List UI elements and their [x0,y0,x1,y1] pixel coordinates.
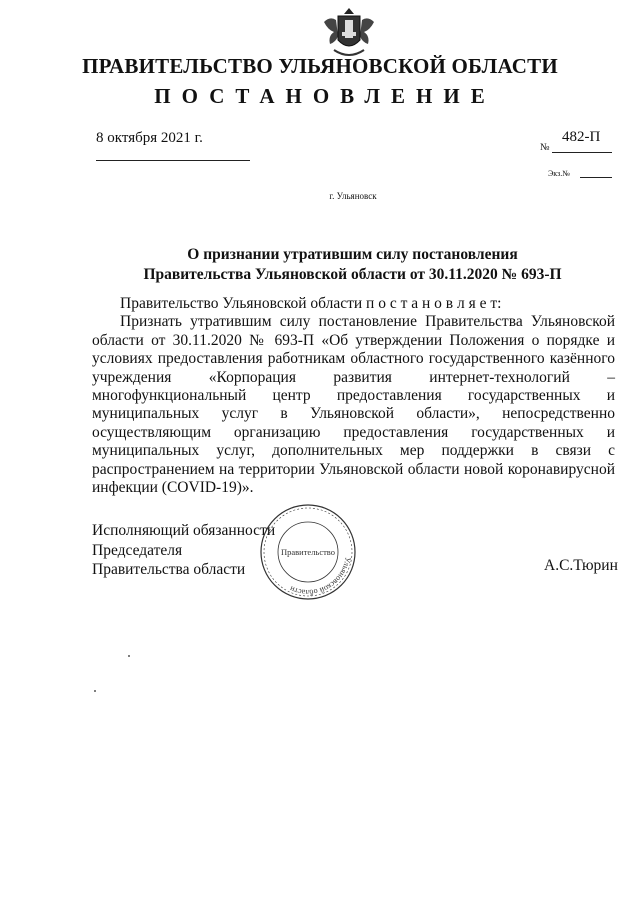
document-subject [90,245,615,285]
document-body [92,295,615,497]
subject-line-1: О признании утратившим силу постановления [187,246,518,263]
copy-number-underline [580,177,612,178]
signature-position-line-1: Исполняющий обязанности [92,522,276,539]
copy-number-label: Экз.№ [548,169,570,178]
signature-position-line-2: Председателя [92,541,183,559]
document-type-title: ПОСТАНОВЛЕНИЕ [154,84,496,108]
scan-speck [94,690,96,692]
scan-speck [128,655,130,657]
document-date: 8 октября 2021 г. [96,130,203,146]
subject-line-2: Правительства Ульяновской области от 30.11.2020 № 693-П [143,266,562,283]
official-stamp-seal [258,502,358,602]
signature-position-line-3: Правительства области [92,561,246,578]
number-underline [552,152,612,153]
signer-name: А.С.Тюрин [544,557,618,574]
body-paragraph: Признать утратившим силу постановление Правительства Ульяновской области от 30.11.2020 № 693-П «Об утверждении Положения о порядке и условиях предоставления работникам областного государственного казённого учреждения «Корпорация развития интернет-технологий – многофункциональный центр предоставления государственных и муниципальных услуг в Ульяновской области», непосредственно осуществляющим организацию предоставления государственных и муниципальных услуг, дополнительных мер поддержки в связи с распространением на территории Ульяновской области новой коронавирусной инфекции (COVID-19)». [92,313,615,497]
number-sign: № [540,142,550,153]
document-number: 482-П [562,129,601,145]
signature-position [92,521,275,580]
government-title: ПРАВИТЕЛЬСТВО УЛЬЯНОВСКОЙ ОБЛАСТИ [82,54,558,78]
svg-text:Правительство: Правительство [280,547,336,557]
svg-text:Ульяновской области: Ульяновской области [288,556,353,598]
city: г. Ульяновск [329,191,377,201]
date-underline [96,160,250,161]
body-intro: Правительство Ульяновской области п о с т а н о в л я е т: [120,295,502,312]
